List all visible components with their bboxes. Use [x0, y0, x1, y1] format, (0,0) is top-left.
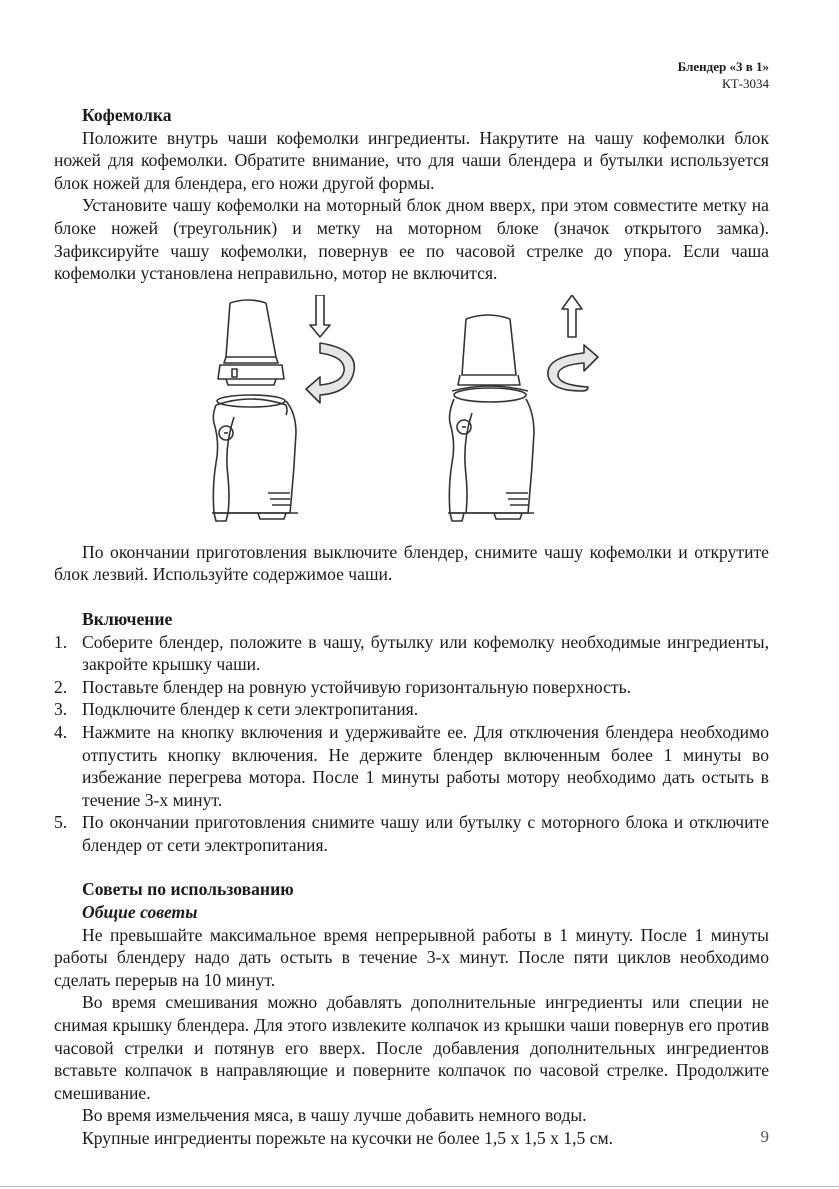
step-number: 4. [54, 721, 68, 742]
page-header [678, 58, 769, 92]
paragraph: Во время измельчения мяса, в чашу лучше добавить немного воды. [82, 1105, 587, 1126]
list-item [54, 631, 769, 676]
blender-assembly-figure [54, 295, 769, 535]
step-text: Поставьте блендер на ровную устойчивую горизонтальную поверхность. [82, 676, 632, 697]
section-heading-power-on: Включение [82, 608, 173, 629]
steps-list [54, 631, 769, 857]
paragraph: По окончании приготовления выключите блендер, снимите чашу кофемолки и открутите блок лезвий. Используйте содержимое чаши. [54, 541, 769, 585]
section-heading-tips: Советы по использованию [82, 879, 294, 900]
step-number: 3. [54, 699, 68, 720]
list-item [54, 811, 769, 856]
step-text: Соберите блендер, положите в чашу, бутылку или кофемолку необходимые ингредиенты, закройте крышку чаши. [82, 631, 769, 675]
list-item [54, 698, 769, 721]
paragraph: Крупные ингредиенты порежьте на кусочки не более 1,5 х 1,5 х 1,5 см. [82, 1128, 614, 1148]
section-heading-grinder: Кофемолка [82, 105, 172, 125]
blender-attach-icon [212, 300, 298, 521]
rotate-clockwise-icon [306, 343, 354, 403]
step-text: По окончании приготовления снимите чашу или бутылку с моторного блока и отключите блендер от сети электропитания. [82, 812, 769, 855]
header-model: КТ-3034 [722, 76, 769, 91]
paragraph: Установите чашу кофемолки на моторный блок дном вверх, при этом совместите метку на блоке ножей (треугольник) и метку на моторном блоке (значок открытого замка). Зафиксируйте чашу кофемолки, повернув ее по часовой стрелке до упора. Если чаша кофемолки установлена неправильно, мотор не включится. [54, 195, 769, 284]
step-number: 1. [54, 631, 68, 652]
assembly-illustration [54, 295, 769, 535]
paragraph: Положите внутрь чаши кофемолки ингредиенты. Накрутите на чашу кофемолки блок ножей для кофемолки. Обратите внимание, что для чаши блендера и бутылки используется блок ножей для блендера, его ножи другой формы. [54, 127, 769, 193]
list-item [54, 721, 769, 811]
header-title: Блендер «3 в 1» [677, 59, 769, 74]
page-content [54, 104, 769, 1150]
arrow-down-icon [310, 295, 330, 337]
blender-detach-icon [448, 315, 534, 521]
step-number: 5. [54, 812, 68, 833]
page-number: 9 [760, 1127, 769, 1146]
paragraph: Во время смешивания можно добавлять дополнительные ингредиенты или специи не снимая крышку блендера. Для этого извлеките колпачок из крышки чаши повернув его против часовой стрелки и потянув его вверх. После добавления дополнительных ингредиентов вставьте колпачок в направляющие и поверните колпачок по часовой стрелке. Продолжите смешивание. [54, 992, 769, 1103]
rotate-counterclockwise-icon [548, 345, 598, 391]
page-bottom-divider [0, 1186, 839, 1187]
step-text: Нажмите на кнопку включения и удерживайте ее. Для отключения блендера необходимо отпустить кнопку включения. Не держите блендер включенным более 1 минуты во избежание перегрева мотора. После 1 минуты работы мотору необходимо дать остыть в течение 3-х минут. [82, 721, 769, 810]
section-subheading-general-tips: Общие советы [82, 902, 198, 923]
step-text: Подключите блендер к сети электропитания. [82, 699, 419, 720]
paragraph: Не превышайте максимальное время непрерывной работы в 1 минуту. После 1 минуты работы блендеру надо дать остыть в течение 3-х минут. После пяти циклов необходимо сделать перерыв на 10 минут. [54, 924, 769, 990]
arrow-up-icon [562, 295, 582, 337]
list-item [54, 676, 769, 699]
step-number: 2. [54, 676, 68, 697]
